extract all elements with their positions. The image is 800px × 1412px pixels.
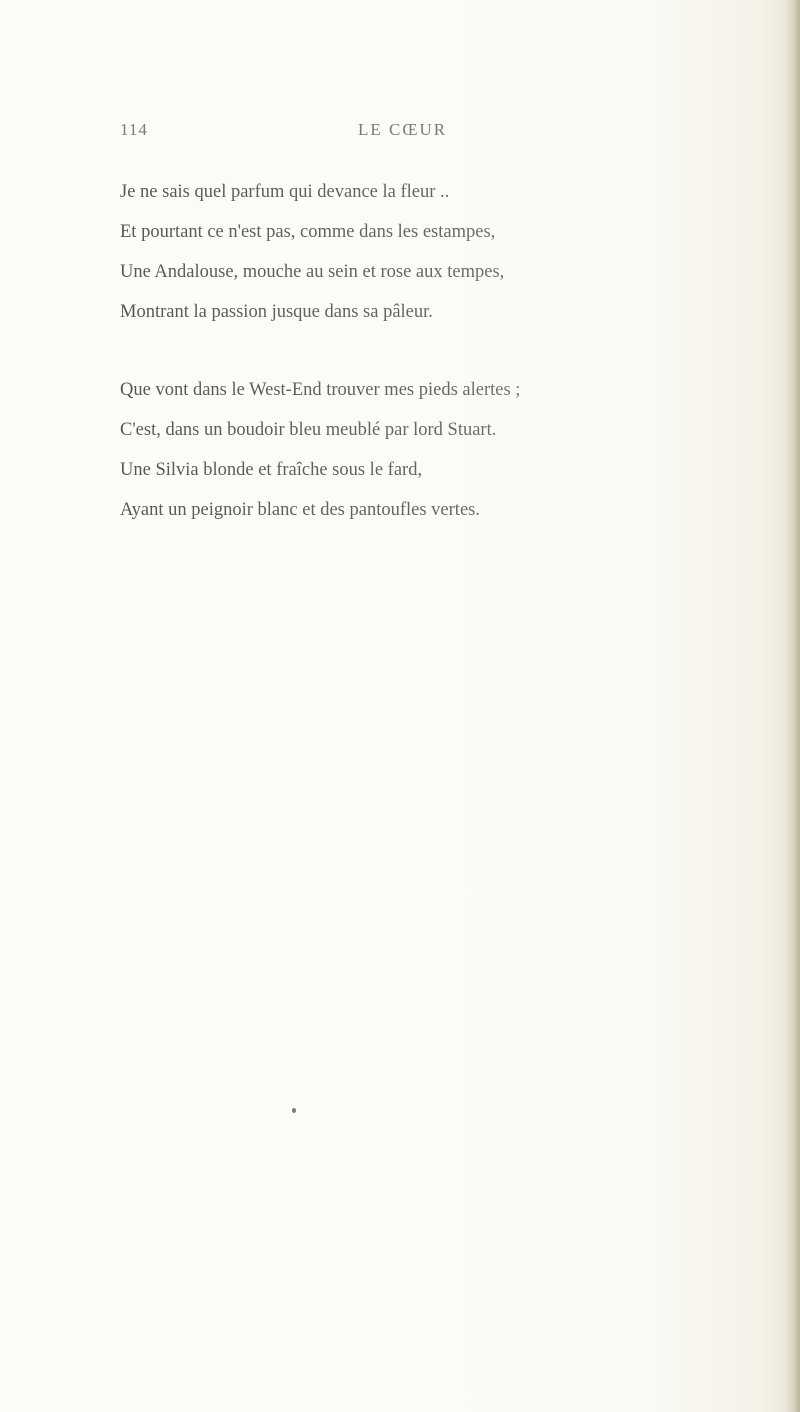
verse-line: Ayant un peignoir blanc et des pantoufles vertes.	[120, 490, 720, 530]
page-header	[120, 120, 680, 144]
stanza-1	[120, 172, 720, 332]
verse-line: C'est, dans un boudoir bleu meublé par lord Stuart.	[120, 410, 720, 450]
verse-line: Je ne sais quel parfum qui devance la fleur ..	[120, 172, 720, 212]
poem-text	[120, 172, 720, 530]
ink-speck	[292, 1108, 296, 1113]
verse-line: Que vont dans le West-End trouver mes pieds alertes ;	[120, 370, 720, 410]
verse-line: Et pourtant ce n'est pas, comme dans les estampes,	[120, 212, 720, 252]
verse-line: Montrant la passion jusque dans sa pâleur.	[120, 292, 720, 332]
page-number: 114	[120, 120, 148, 139]
verse-line: Une Silvia blonde et fraîche sous le fard,	[120, 450, 720, 490]
running-title: LE CŒUR	[358, 120, 448, 139]
verse-line: Une Andalouse, mouche au sein et rose aux tempes,	[120, 252, 720, 292]
page-edge-shadow	[784, 0, 800, 1412]
stanza-2	[120, 370, 720, 530]
